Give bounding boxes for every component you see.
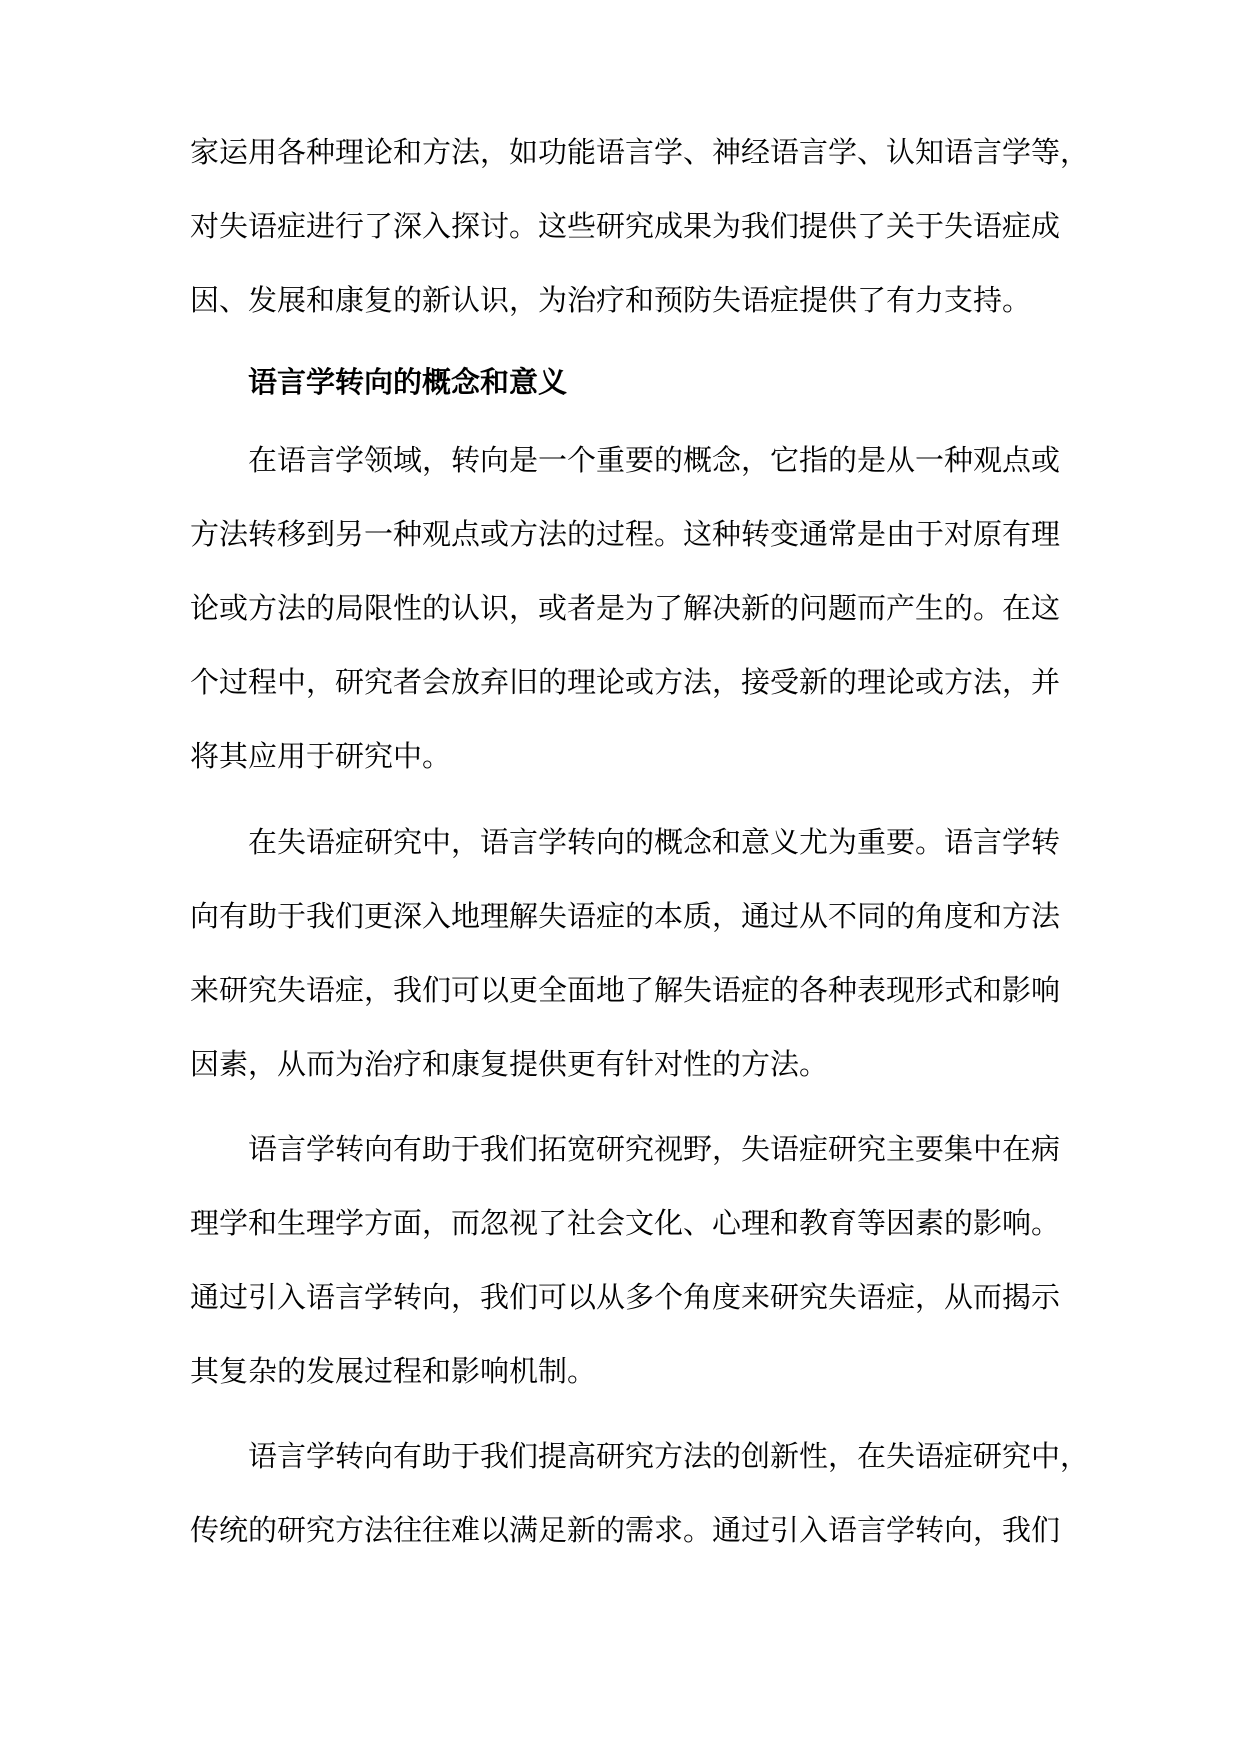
text-line: 来研究失语症，我们可以更全面地了解失语症的各种表现形式和影响 <box>190 973 1061 1007</box>
text-line: 因、发展和康复的新认识，为治疗和预防失语症提供了有力支持。 <box>190 283 1032 317</box>
text-line: 语言学转向有助于我们拓宽研究视野，失语症研究主要集中在病 <box>248 1132 1061 1166</box>
text-line: 个过程中，研究者会放弃旧的理论或方法，接受新的理论或方法，并 <box>190 665 1061 699</box>
text-line: 论或方法的局限性的认识，或者是为了解决新的问题而产生的。在这 <box>190 591 1061 625</box>
text-line: 对失语症进行了深入探讨。这些研究成果为我们提供了关于失语症成 <box>190 209 1061 243</box>
text-line: 传统的研究方法往往难以满足新的需求。通过引入语言学转向，我们 <box>190 1513 1061 1547</box>
text-line: 其复杂的发展过程和影响机制。 <box>190 1354 597 1388</box>
text-line: 家运用各种理论和方法，如功能语言学、神经语言学、认知语言学等， <box>190 135 1090 169</box>
text-line: 因素，从而为治疗和康复提供更有针对性的方法。 <box>190 1047 829 1081</box>
text-line: 理学和生理学方面，而忽视了社会文化、心理和教育等因素的影响。 <box>190 1206 1061 1240</box>
text-line: 方法转移到另一种观点或方法的过程。这种转变通常是由于对原有理 <box>190 517 1061 551</box>
text-line: 将其应用于研究中。 <box>190 739 452 773</box>
text-line: 在语言学领域，转向是一个重要的概念，它指的是从一种观点或 <box>248 443 1061 477</box>
text-line: 通过引入语言学转向，我们可以从多个角度来研究失语症，从而揭示 <box>190 1280 1061 1314</box>
section-heading: 语言学转向的概念和意义 <box>248 365 568 399</box>
text-line: 向有助于我们更深入地理解失语症的本质，通过从不同的角度和方法 <box>190 899 1061 933</box>
text-line: 在失语症研究中，语言学转向的概念和意义尤为重要。语言学转 <box>248 825 1061 859</box>
text-line: 语言学转向有助于我们提高研究方法的创新性，在失语症研究中， <box>248 1439 1090 1473</box>
